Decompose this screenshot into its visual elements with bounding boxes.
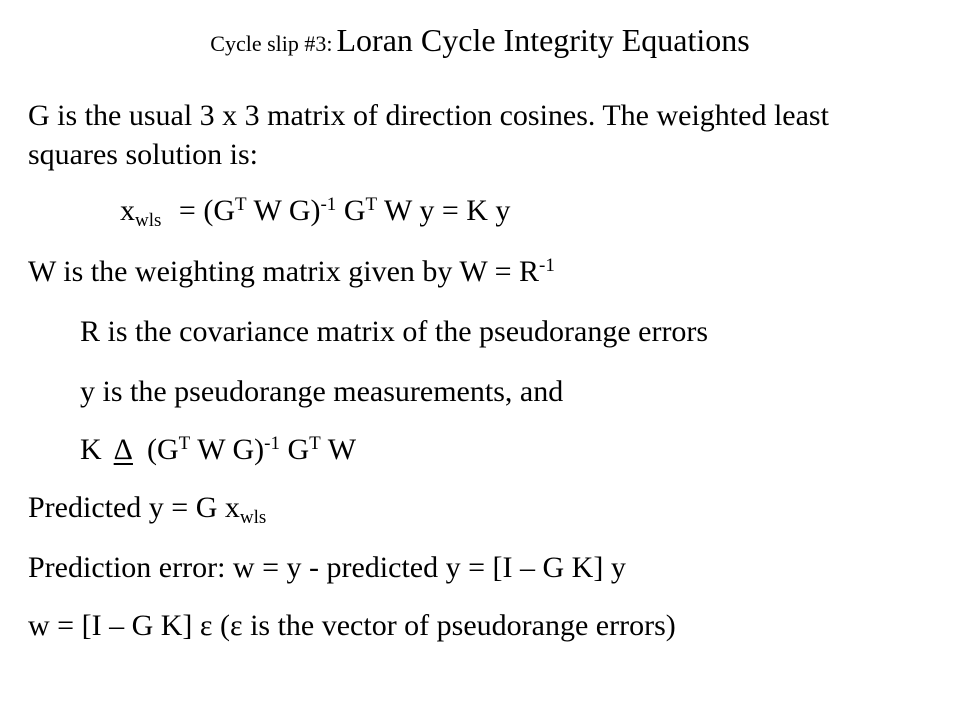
k-inverse: -1 <box>264 432 280 454</box>
intro-line-2: squares solution is: <box>28 138 258 171</box>
covariance-line: R is the covariance matrix of the pseudorange errors <box>80 315 709 348</box>
eq-tail: W y = K y <box>377 194 511 227</box>
eq-transpose-2: T <box>365 193 378 215</box>
definition-delta-symbol: Δ <box>113 433 133 466</box>
title-main: Loran Cycle Integrity Equations <box>336 22 750 58</box>
w-equation-line: w = [I – G K] ε (ε is the vector of pseudorange errors) <box>28 609 676 642</box>
k-tail: W <box>320 433 357 466</box>
eq-inverse: -1 <box>320 193 337 215</box>
eq-open: = (G <box>171 194 235 227</box>
wls-equation <box>120 193 511 232</box>
k-transpose-2: T <box>309 432 321 454</box>
eq-x-subscript: wls <box>135 210 162 232</box>
weighting-text: W is the weighting matrix given by W = R <box>28 255 540 288</box>
weighting-inverse: -1 <box>539 254 555 276</box>
k-symbol: K <box>80 433 102 466</box>
eq-mid-2: G <box>336 194 366 227</box>
k-definition <box>80 432 356 468</box>
eq-x: x <box>120 194 135 227</box>
k-open: (G <box>146 433 179 466</box>
k-transpose-1: T <box>178 432 191 454</box>
eq-mid-1: W G) <box>246 194 321 227</box>
eq-transpose-1: T <box>234 193 247 215</box>
predicted-line <box>28 490 267 529</box>
predicted-text: Predicted y = G x <box>28 491 240 524</box>
predicted-subscript: wls <box>239 507 267 529</box>
title-prefix: Cycle slip #3: <box>210 31 333 56</box>
intro-line-1: G is the usual 3 x 3 matrix of direction cosines. The weighted least <box>28 99 829 132</box>
measurement-line: y is the pseudorange measurements, and <box>80 375 564 408</box>
k-mid-2: G <box>279 433 310 466</box>
slide-title <box>0 22 960 59</box>
prediction-error-line: Prediction error: w = y - predicted y = [I – G K] y <box>28 551 626 584</box>
weighting-matrix-line <box>28 254 555 290</box>
k-mid-1: W G) <box>190 433 265 466</box>
